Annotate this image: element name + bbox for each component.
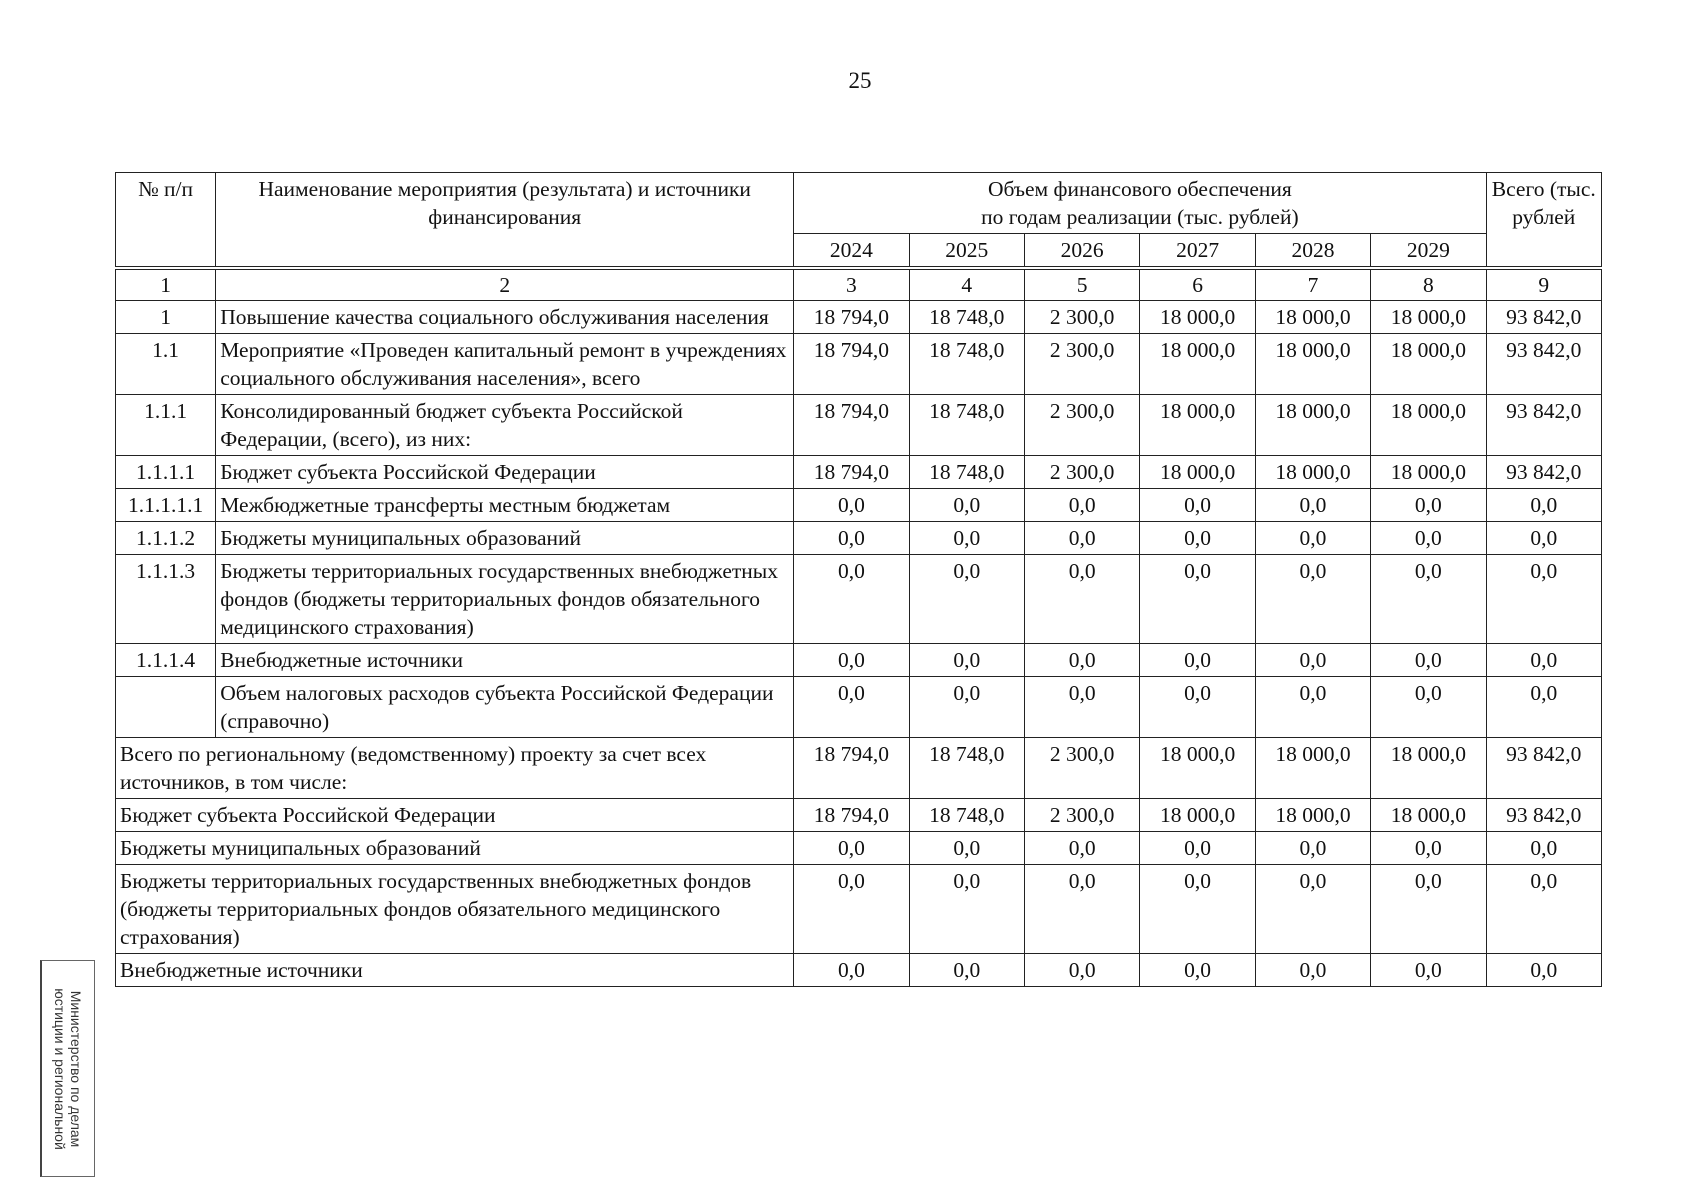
summary-value: 0,0 (1255, 954, 1370, 987)
row-value: 0,0 (1255, 522, 1370, 555)
summary-value: 0,0 (1486, 832, 1601, 865)
table-row (116, 334, 1602, 395)
row-value: 2 300,0 (1024, 301, 1139, 334)
summary-name: Бюджет субъекта Российской Федерации (116, 799, 794, 832)
row-name: Консолидированный бюджет субъекта Российской Федерации, (всего), из них: (216, 395, 794, 456)
row-value: 18 000,0 (1255, 301, 1370, 334)
row-value: 18 794,0 (794, 395, 909, 456)
row-value: 0,0 (1486, 522, 1601, 555)
column-number: 8 (1371, 268, 1486, 301)
row-number: 1 (116, 301, 216, 334)
summary-value: 18 000,0 (1371, 799, 1486, 832)
header-total: Всего (тыс. рублей (1486, 173, 1601, 269)
row-name: Внебюджетные источники (216, 644, 794, 677)
summary-value: 0,0 (1371, 954, 1486, 987)
row-value: 18 000,0 (1255, 456, 1370, 489)
row-value: 18 000,0 (1140, 334, 1255, 395)
table-row (116, 489, 1602, 522)
row-value: 18 000,0 (1371, 395, 1486, 456)
row-value: 0,0 (1140, 555, 1255, 644)
summary-value: 0,0 (909, 954, 1024, 987)
table-row (116, 677, 1602, 738)
row-value: 93 842,0 (1486, 334, 1601, 395)
row-value: 18 000,0 (1371, 334, 1486, 395)
table-row (116, 522, 1602, 555)
column-number: 3 (794, 268, 909, 301)
summary-value: 0,0 (1371, 832, 1486, 865)
row-name: Объем налоговых расходов субъекта Российской Федерации (справочно) (216, 677, 794, 738)
row-value: 93 842,0 (1486, 456, 1601, 489)
row-value: 18 000,0 (1255, 395, 1370, 456)
table-header (116, 173, 1602, 269)
summary-value: 0,0 (909, 865, 1024, 954)
header-volume (794, 173, 1486, 234)
summary-value: 18 748,0 (909, 738, 1024, 799)
summary-row (116, 738, 1602, 799)
row-value: 18 000,0 (1140, 301, 1255, 334)
summary-value: 18 794,0 (794, 738, 909, 799)
row-value: 2 300,0 (1024, 334, 1139, 395)
row-value: 0,0 (1024, 555, 1139, 644)
row-value: 0,0 (909, 489, 1024, 522)
row-number: 1.1.1.1 (116, 456, 216, 489)
column-number: 5 (1024, 268, 1139, 301)
header-year-2028: 2028 (1255, 234, 1370, 269)
summary-value: 18 000,0 (1255, 738, 1370, 799)
summary-name: Всего по региональному (ведомственному) проекту за счет всех источников, в том числе: (116, 738, 794, 799)
row-value: 18 794,0 (794, 301, 909, 334)
header-year-2024: 2024 (794, 234, 909, 269)
summary-value: 0,0 (1255, 832, 1370, 865)
column-number: 6 (1140, 268, 1255, 301)
row-name: Мероприятие «Проведен капитальный ремонт в учреждениях социального обслуживания населения», всего (216, 334, 794, 395)
stamp-line1: Министерство по делам (68, 990, 84, 1147)
row-number: 1.1.1 (116, 395, 216, 456)
summary-value: 93 842,0 (1486, 738, 1601, 799)
row-value: 0,0 (1371, 644, 1486, 677)
row-value: 0,0 (1255, 555, 1370, 644)
row-value: 18 748,0 (909, 456, 1024, 489)
summary-value: 0,0 (1255, 865, 1370, 954)
row-value: 0,0 (1486, 677, 1601, 738)
row-name: Межбюджетные трансферты местным бюджетам (216, 489, 794, 522)
summary-value: 2 300,0 (1024, 738, 1139, 799)
summary-value: 0,0 (1140, 954, 1255, 987)
summary-row (116, 954, 1602, 987)
table-row (116, 301, 1602, 334)
page-number: 25 (848, 68, 872, 93)
table-row (116, 644, 1602, 677)
row-value: 0,0 (1371, 489, 1486, 522)
row-value: 0,0 (909, 677, 1024, 738)
table-body (116, 268, 1602, 987)
summary-value: 0,0 (1140, 832, 1255, 865)
row-number (116, 677, 216, 738)
row-value: 0,0 (1255, 489, 1370, 522)
row-value: 0,0 (794, 522, 909, 555)
row-value: 0,0 (1140, 489, 1255, 522)
row-value: 18 000,0 (1140, 456, 1255, 489)
financing-table (115, 172, 1602, 987)
row-value: 18 748,0 (909, 395, 1024, 456)
header-year-2025: 2025 (909, 234, 1024, 269)
summary-value: 0,0 (794, 832, 909, 865)
summary-value: 18 748,0 (909, 799, 1024, 832)
header-name: Наименование мероприятия (результата) и источники финансирования (216, 173, 794, 269)
row-value: 0,0 (794, 489, 909, 522)
row-value: 18 794,0 (794, 456, 909, 489)
summary-value: 0,0 (1024, 865, 1139, 954)
summary-value: 93 842,0 (1486, 799, 1601, 832)
row-value: 0,0 (794, 677, 909, 738)
row-value: 18 000,0 (1255, 334, 1370, 395)
row-value: 0,0 (794, 555, 909, 644)
summary-name: Внебюджетные источники (116, 954, 794, 987)
summary-value: 18 000,0 (1371, 738, 1486, 799)
row-value: 0,0 (1024, 677, 1139, 738)
row-name: Бюджеты муниципальных образований (216, 522, 794, 555)
summary-value: 0,0 (1024, 832, 1139, 865)
summary-value: 0,0 (1024, 954, 1139, 987)
summary-value: 0,0 (794, 865, 909, 954)
header-volume-line2: по годам реализации (тыс. рублей) (981, 205, 1299, 229)
column-number: 7 (1255, 268, 1370, 301)
row-number: 1.1.1.1.1 (116, 489, 216, 522)
summary-value: 18 000,0 (1140, 738, 1255, 799)
column-number: 9 (1486, 268, 1601, 301)
summary-value: 0,0 (794, 954, 909, 987)
row-value: 0,0 (1255, 677, 1370, 738)
row-value: 0,0 (1371, 555, 1486, 644)
column-number-row (116, 268, 1602, 301)
row-value: 0,0 (1486, 644, 1601, 677)
row-number: 1.1.1.4 (116, 644, 216, 677)
row-value: 2 300,0 (1024, 456, 1139, 489)
header-year-2027: 2027 (1140, 234, 1255, 269)
row-value: 0,0 (1371, 522, 1486, 555)
row-value: 0,0 (909, 522, 1024, 555)
summary-row (116, 832, 1602, 865)
row-value: 0,0 (909, 644, 1024, 677)
header-year-2026: 2026 (1024, 234, 1139, 269)
row-value: 18 748,0 (909, 301, 1024, 334)
row-value: 0,0 (1024, 522, 1139, 555)
summary-value: 0,0 (1371, 865, 1486, 954)
row-value: 0,0 (1371, 677, 1486, 738)
table-row (116, 395, 1602, 456)
header-num: № п/п (116, 173, 216, 269)
row-number: 1.1.1.3 (116, 555, 216, 644)
row-name: Повышение качества социального обслуживания населения (216, 301, 794, 334)
row-name: Бюджет субъекта Российской Федерации (216, 456, 794, 489)
row-value: 0,0 (1486, 555, 1601, 644)
summary-row (116, 799, 1602, 832)
column-number: 2 (216, 268, 794, 301)
row-number: 1.1 (116, 334, 216, 395)
row-value: 2 300,0 (1024, 395, 1139, 456)
row-value: 0,0 (1140, 522, 1255, 555)
summary-row (116, 865, 1602, 954)
header-volume-line1: Объем финансового обеспечения (987, 177, 1292, 201)
row-value: 93 842,0 (1486, 301, 1601, 334)
stamp-line2: юстиции и региональной (52, 987, 68, 1150)
summary-value: 18 000,0 (1255, 799, 1370, 832)
registration-stamp (40, 960, 95, 1177)
column-number: 1 (116, 268, 216, 301)
row-value: 0,0 (794, 644, 909, 677)
summary-value: 2 300,0 (1024, 799, 1139, 832)
header-year-2029: 2029 (1371, 234, 1486, 269)
summary-name: Бюджеты муниципальных образований (116, 832, 794, 865)
row-value: 18 000,0 (1371, 301, 1486, 334)
stamp-text (52, 988, 84, 1150)
row-value: 0,0 (1486, 489, 1601, 522)
row-value: 0,0 (1024, 644, 1139, 677)
row-value: 0,0 (1140, 677, 1255, 738)
summary-value: 0,0 (1486, 954, 1601, 987)
summary-value: 0,0 (909, 832, 1024, 865)
table-row (116, 555, 1602, 644)
row-number: 1.1.1.2 (116, 522, 216, 555)
row-value: 0,0 (1255, 644, 1370, 677)
summary-name: Бюджеты территориальных государственных внебюджетных фондов (бюджеты территориальных фондов обязательного медицинского страхования) (116, 865, 794, 954)
summary-value: 18 794,0 (794, 799, 909, 832)
row-value: 0,0 (909, 555, 1024, 644)
row-value: 0,0 (1024, 489, 1139, 522)
row-value: 18 000,0 (1371, 456, 1486, 489)
row-value: 18 794,0 (794, 334, 909, 395)
summary-value: 0,0 (1140, 865, 1255, 954)
row-value: 93 842,0 (1486, 395, 1601, 456)
row-value: 0,0 (1140, 644, 1255, 677)
summary-value: 18 000,0 (1140, 799, 1255, 832)
table-row (116, 456, 1602, 489)
row-value: 18 000,0 (1140, 395, 1255, 456)
row-value: 18 748,0 (909, 334, 1024, 395)
summary-value: 0,0 (1486, 865, 1601, 954)
column-number: 4 (909, 268, 1024, 301)
row-name: Бюджеты территориальных государственных внебюджетных фондов (бюджеты территориальных фондов обязательного медицинского страхования) (216, 555, 794, 644)
